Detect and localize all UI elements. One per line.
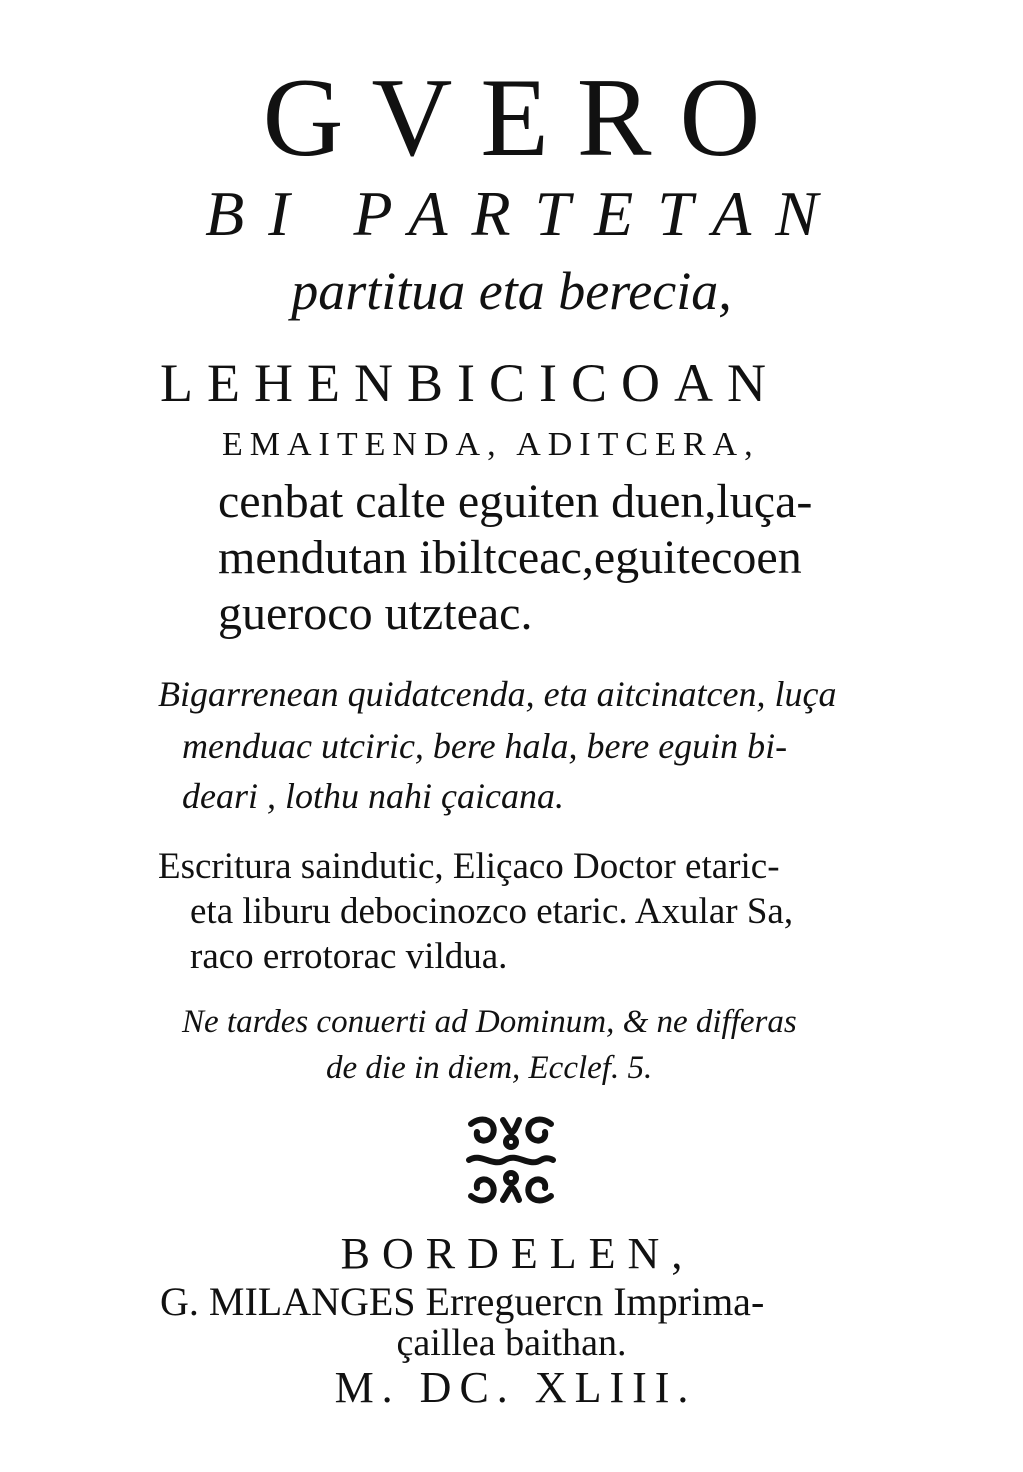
printers-ornament-icon — [463, 1112, 559, 1208]
latin-quote-line: Ne tardes conuerti ad Dominum, & ne differas — [182, 1004, 797, 1040]
source-line: raco errotorac vildua. — [190, 936, 508, 977]
subtitle-line-2: partitua eta berecia, — [291, 261, 732, 321]
italic-description-line: Bigarrenean quidatcenda, eta aitcinatcen, luça — [158, 674, 837, 714]
italic-description-line: deari , lothu nahi çaicana. — [182, 776, 564, 816]
subtitle-line-1: BI PARTETAN — [205, 178, 842, 249]
heading-line-1: LEHENBICICOAN — [160, 353, 780, 413]
heading-line-2: EMAITENDA, ADITCERA, — [222, 426, 760, 463]
imprint-line: çaillea baithan. — [396, 1322, 627, 1364]
source-line: Escritura saindutic, Eliçaco Doctor etaric- — [158, 846, 780, 887]
italic-description-line: menduac utciric, bere hala, bere eguin bi- — [182, 726, 788, 766]
imprint-year: M. DC. XLIII. — [334, 1363, 697, 1412]
latin-quote-line: de die in diem, Ecclef. 5. — [326, 1050, 653, 1086]
description-line: cenbat calte eguiten duen,luça- — [218, 475, 813, 528]
book-title: GVERO — [262, 56, 789, 180]
imprint-printer: G. MILANGES Erreguercn Imprima- — [160, 1279, 765, 1324]
source-line: eta liburu debocinozco etaric. Axular Sa, — [190, 891, 794, 932]
description-line: gueroco utzteac. — [218, 587, 533, 640]
description-line: mendutan ibiltceac,eguitecoen — [218, 531, 802, 584]
imprint-city: BORDELEN, — [340, 1229, 695, 1278]
